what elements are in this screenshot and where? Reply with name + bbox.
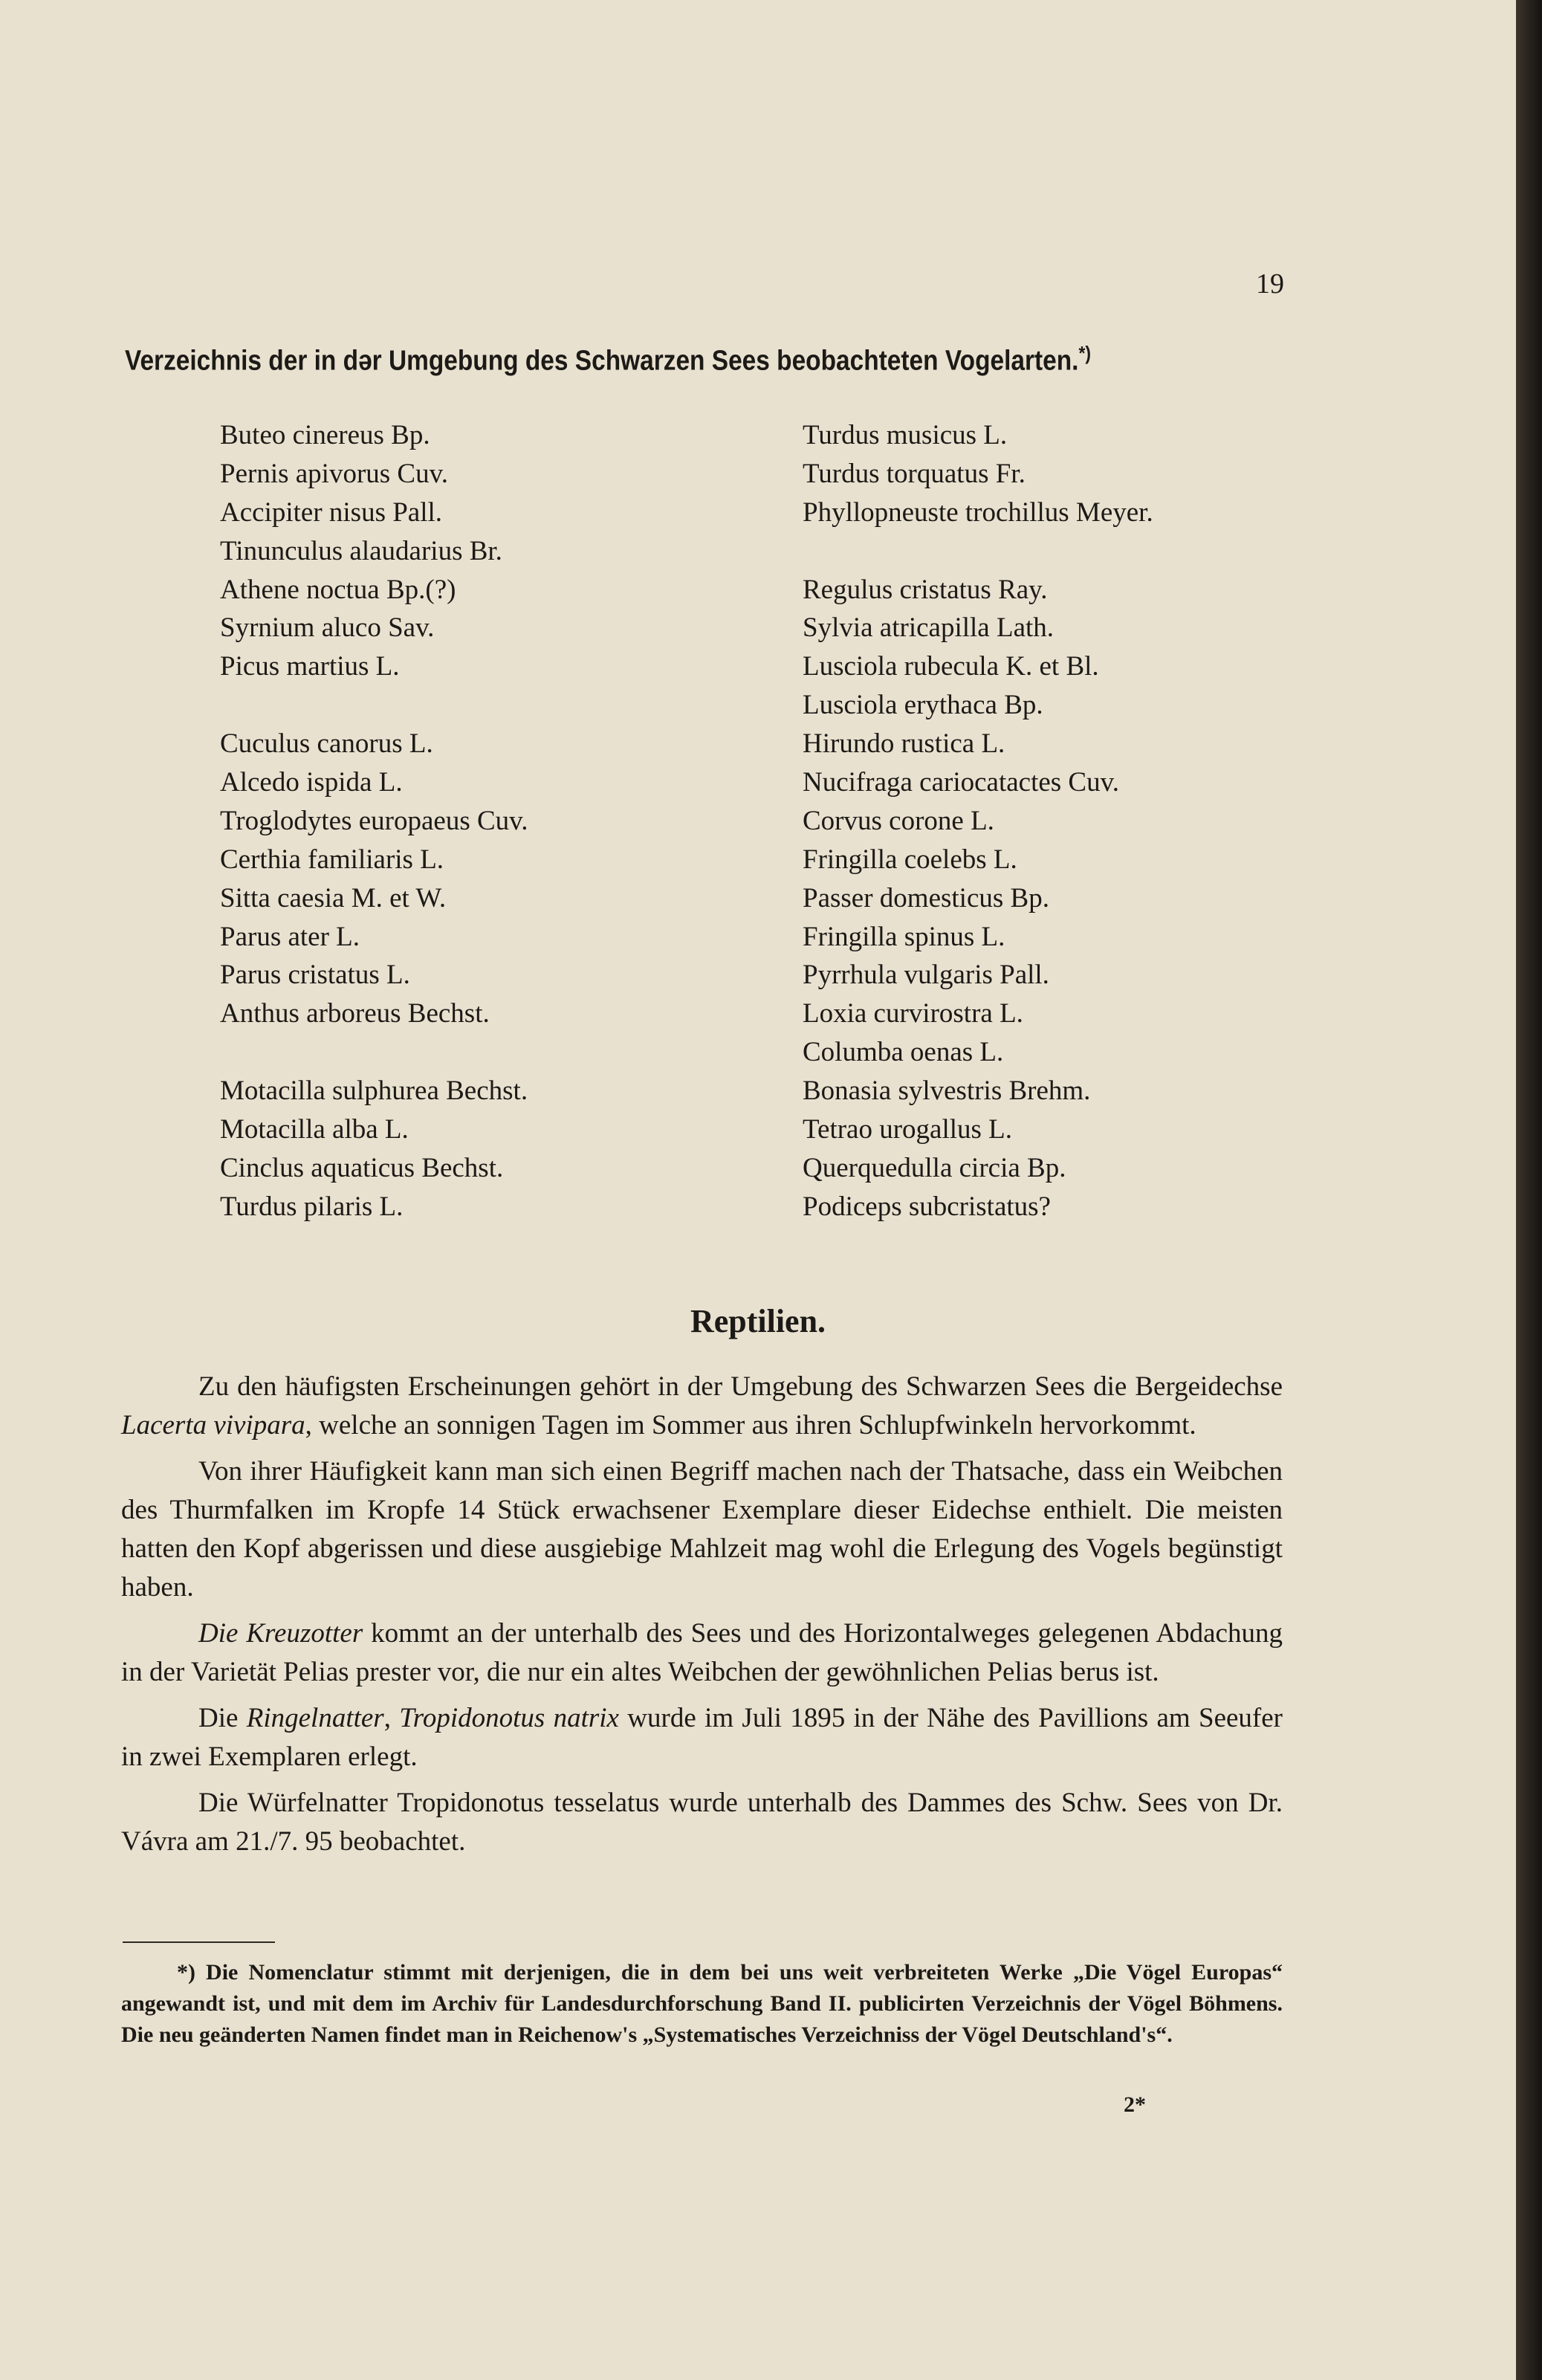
list-item: Troglodytes europaeus Cuv. — [220, 805, 528, 836]
text-run: , welche an sonnigen Tagen im Sommer aus ihren Schlupfwinkeln hervorkommt. — [305, 1410, 1196, 1440]
text-run: Zu den häufigsten Erscheinungen gehört in der Umgebung des Schwarzen Sees die Bergeidechse — [198, 1371, 1283, 1402]
list-item: Passer domesticus Bp. — [803, 882, 1049, 913]
heading-text: Verzeichnis der in dər Umgebung des Schwarzen Sees beobachteten Vogelarten. — [125, 345, 1079, 377]
section-title: Reptilien. — [690, 1303, 826, 1339]
body-text — [121, 1368, 1283, 1869]
footnote-divider — [123, 1941, 275, 1943]
species-name: Lacerta vivipara — [121, 1410, 305, 1440]
species-list-right — [803, 416, 1153, 1226]
list-item: Accipiter nisus Pall. — [220, 497, 443, 528]
list-item: Columba oenas L. — [803, 1037, 1004, 1068]
list-item: Cinclus aquaticus Bechst. — [220, 1152, 504, 1183]
list-item: Pyrrhula vulgaris Pall. — [803, 960, 1049, 991]
list-item: Sylvia atricapilla Lath. — [803, 612, 1055, 644]
list-item: Lusciola erythaca Bp. — [803, 690, 1043, 721]
list-spacer — [803, 532, 1153, 571]
list-item: Parus cristatus L. — [220, 960, 410, 991]
list-item: Syrnium aluco Sav. — [220, 612, 435, 644]
list-item: Fringilla coelebs L. — [803, 844, 1017, 875]
list-item: Querquedulla circia Bp. — [803, 1152, 1066, 1183]
list-item: Loxia curvirostra L. — [803, 998, 1023, 1029]
list-item: Nucifraga cariocatactes Cuv. — [803, 767, 1119, 798]
list-spacer — [220, 1033, 528, 1072]
text-run: kommt an der unterhalb des Sees und des Horizontalweges gelegenen Abdachung in der Varietät Pelias prester vor, die nur ein altes Weibchen der gewöhnlichen Pelias berus ist. — [121, 1618, 1283, 1687]
footnote-text: *) Die Nomenclatur stimmt mit derjenigen, die in dem bei uns weit verbreiteten Werke „Die Vögel Europas“ angewandt ist, und mit dem im Archiv für Landesdurchforschung Band II. publicirten Verzeichnis der Vögel Böhmens. Die neu geänderten Namen findet man in Reichenow's „Systematisches Verzeichniss der Vögel Deutschland's“. — [121, 1960, 1283, 2047]
species-name: Tropidonotus natrix — [399, 1703, 619, 1733]
list-item: Parus ater L. — [220, 921, 360, 952]
list-item: Lusciola rubecula K. et Bl. — [803, 651, 1099, 682]
list-item: Corvus corone L. — [803, 805, 994, 836]
list-item: Turdus pilaris L. — [220, 1191, 404, 1222]
paragraph-1 — [121, 1368, 1283, 1445]
signature-mark: 2* — [1124, 2092, 1146, 2117]
list-item: Turdus musicus L. — [803, 420, 1008, 450]
list-item: Tetrao urogallus L. — [803, 1114, 1013, 1145]
list-item: Motacilla sulphurea Bechst. — [220, 1076, 528, 1107]
list-item: Tinunculus alaudarius Br. — [220, 535, 502, 566]
list-item: Athene noctua Bp.(?) — [220, 574, 456, 605]
list-item: Alcedo ispida L. — [220, 767, 403, 798]
list-item: Pernis apivorus Cuv. — [220, 458, 448, 489]
list-item: Bonasia sylvestris Brehm. — [803, 1076, 1091, 1107]
paragraph-4 — [121, 1699, 1283, 1776]
text-run: wurde im Juli 1895 in der Nähe des Pavillions am Seeufer in zwei Exemplaren erlegt. — [121, 1703, 1283, 1772]
footnote — [121, 1957, 1283, 2051]
list-item: Buteo cinereus Bp. — [220, 420, 430, 450]
species-name: Ringelnatter — [246, 1703, 384, 1733]
list-item: Certhia familiaris L. — [220, 844, 444, 875]
list-spacer — [220, 686, 528, 725]
species-list-left — [220, 416, 528, 1226]
list-item: Anthus arboreus Bechst. — [220, 998, 490, 1029]
text-run: , — [383, 1703, 400, 1733]
paragraph-5: Die Würfelnatter Tropidonotus tesselatus wurde unterhalb des Dammes des Schw. Sees von Dr. Vávra am 21./7. 95 beobachtet. — [121, 1788, 1283, 1857]
footnote-mark: *) — [1078, 342, 1092, 364]
list-item: Regulus cristatus Ray. — [803, 574, 1048, 605]
list-item: Hirundo rustica L. — [803, 728, 1005, 760]
list-heading — [125, 342, 1145, 378]
species-name: Die Kreuzotter — [198, 1618, 363, 1649]
list-item: Picus martius L. — [220, 651, 400, 682]
list-item: Podiceps subcristatus? — [803, 1191, 1051, 1222]
list-item: Motacilla alba L. — [220, 1114, 409, 1145]
paragraph-2: Von ihrer Häufigkeit kann man sich einen Begriff machen nach der Thatsache, dass ein Weibchen des Thurmfalken im Kropfe 14 Stück erwachsener Exemplare dieser Eidechse enthielt. Die meisten hatten den Kopf abgerissen und diese ausgiebige Mahlzeit mag wohl die Erlegung des Vogels begünstigt haben. — [121, 1456, 1283, 1603]
list-item: Cuculus canorus L. — [220, 728, 433, 760]
text-run: Die — [198, 1703, 247, 1733]
list-item: Sitta caesia M. et W. — [220, 882, 447, 913]
page-edge — [1516, 0, 1542, 2380]
list-item: Fringilla spinus L. — [803, 921, 1005, 952]
page-number: 19 — [1256, 268, 1284, 300]
paragraph-3 — [121, 1614, 1283, 1692]
list-item: Turdus torquatus Fr. — [803, 458, 1026, 489]
list-item: Phyllopneuste trochillus Meyer. — [803, 497, 1153, 528]
